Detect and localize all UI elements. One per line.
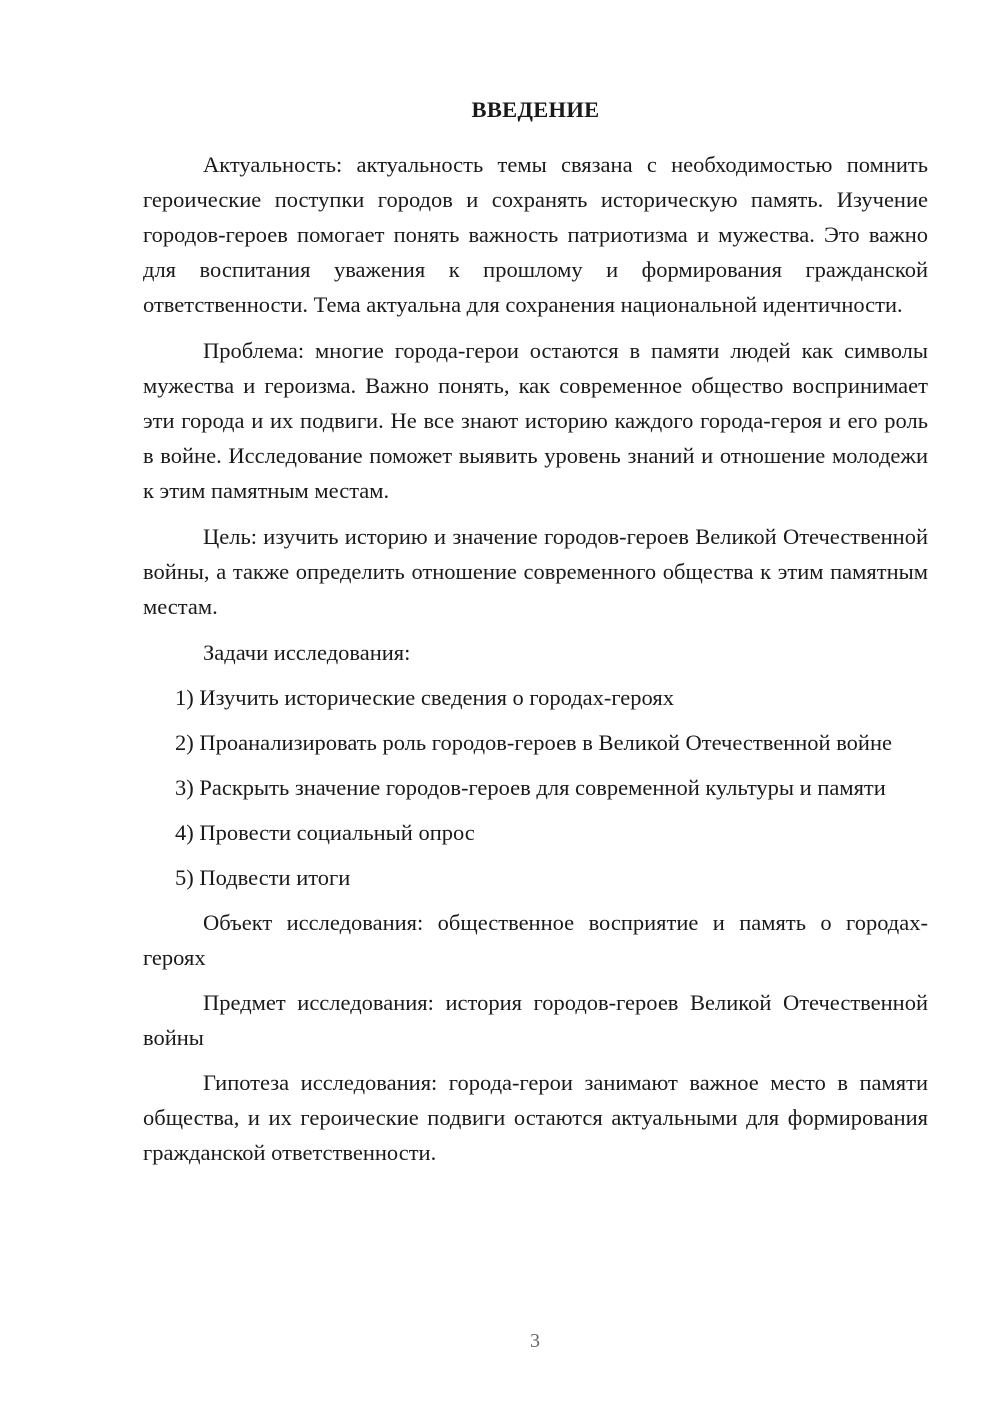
paragraph-problem: Проблема: многие города-герои остаются в памяти людей как символы мужества и героизма. Важно понять, как современное общество воспринимает эти города и их подвиги. Не все знают историю каждого города-героя и его роль в войне. Исследование поможет выявить уровень знаний и отношение молодежи к этим памятным местам. <box>143 338 928 503</box>
paragraph-object: Объект исследования: общественное восприятие и память о городах-героях <box>143 910 928 970</box>
task-item-4: 4) Провести социальный опрос <box>175 820 475 845</box>
page-number: 3 <box>530 1330 540 1352</box>
task-item-1: 1) Изучить исторические сведения о городах-героях <box>175 685 674 710</box>
task-item-5: 5) Подвести итоги <box>175 865 351 890</box>
paragraph-hypothesis: Гипотеза исследования: города-герои занимают важное место в памяти общества, и их героические подвиги остаются актуальными для формирования гражданской ответственности. <box>143 1070 928 1165</box>
paragraph-goal: Цель: изучить историю и значение городов-героев Великой Отечественной войны, а также определить отношение современного общества к этим памятным местам. <box>143 524 928 619</box>
task-item-2: 2) Проанализировать роль городов-героев в Великой Отечественной войне <box>175 730 892 755</box>
tasks-heading: Задачи исследования: <box>203 640 411 665</box>
task-item-3: 3) Раскрыть значение городов-героев для современной культуры и памяти <box>175 775 886 800</box>
paragraph-relevance: Актуальность: актуальность темы связана с необходимостью помнить героические поступки городов и сохранять историческую память. Изучение городов-героев помогает понять важность патриотизма и мужества. Это важно для воспитания уважения к прошлому и формирования гражданской ответственности. Тема актуальна для сохранения национальной идентичности. <box>143 152 928 317</box>
section-title: ВВЕДЕНИЕ <box>471 97 600 122</box>
page-content <box>143 92 928 1170</box>
paragraph-subject: Предмет исследования: история городов-героев Великой Отечественной войны <box>143 990 928 1050</box>
